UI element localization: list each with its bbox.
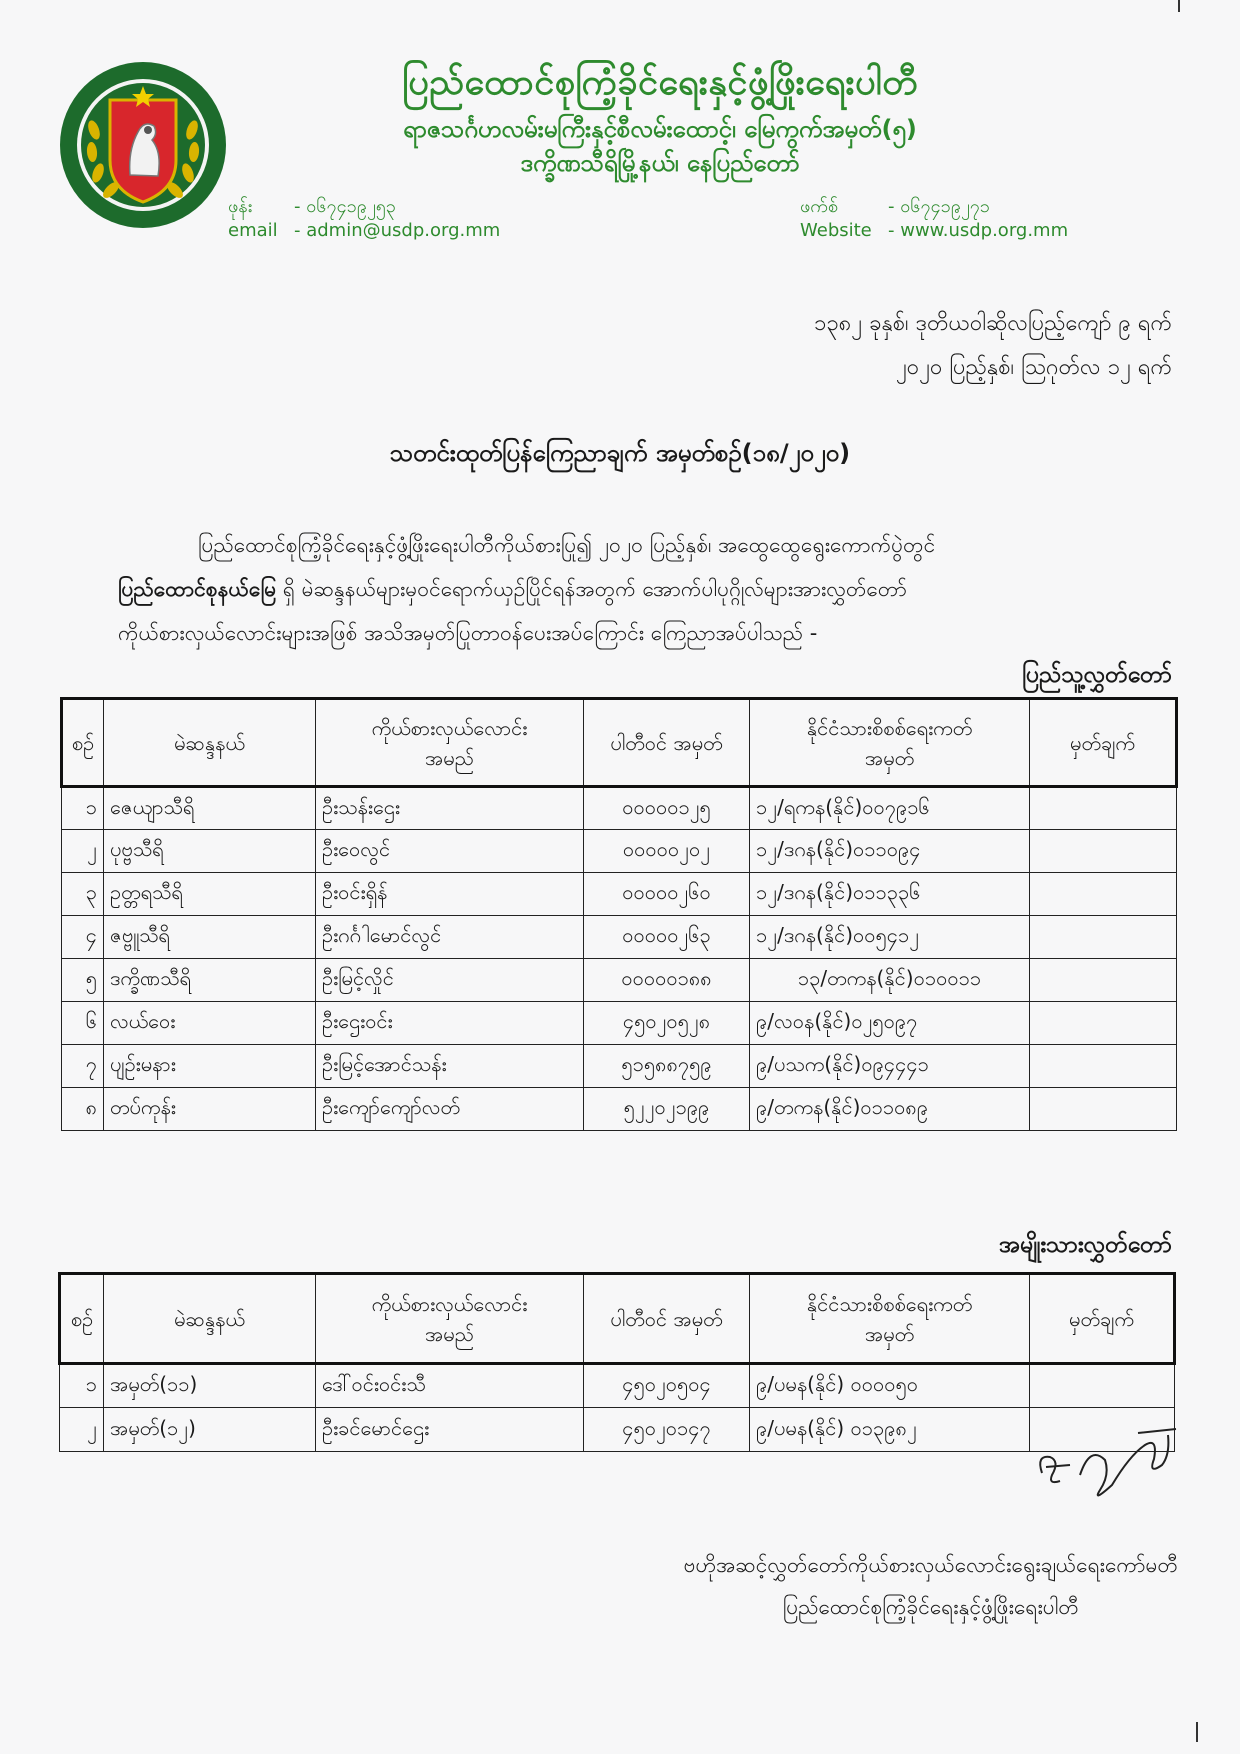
cell-no: ၁	[60, 1364, 104, 1408]
cell-party-id: ၀၀၀၀၀၁၂၅	[584, 787, 750, 830]
cell-nrc: ၉/တကန(နိုင်)၀၁၁၀၈၉	[750, 1088, 1030, 1131]
address-line-2: ဒက္ခိဏသီရိမြို့နယ်၊ နေပြည်တော်	[520, 149, 800, 177]
table-row	[62, 1088, 1177, 1131]
table-header-row	[62, 699, 1177, 787]
cell-nrc: ၁၂/ဒဂန(နိုင်)၀၀၅၄၁၂	[750, 916, 1030, 959]
cell-candidate-name: ဒေါ်ဝင်းဝင်းသီ	[316, 1364, 584, 1408]
cell-constituency: တပ်ကုန်း	[104, 1088, 316, 1131]
cell-constituency: အမှတ်(၁၁)	[104, 1364, 316, 1408]
col-header-no: စဉ်	[62, 699, 104, 787]
pyithu-hluttaw-label: ပြည်သူ့လွှတ်တော်	[1022, 662, 1172, 688]
cell-party-id: ၄၅၀၂၀၅၀၄	[584, 1364, 750, 1408]
cell-constituency: ပုဗ္ဗသီရိ	[104, 830, 316, 873]
cell-constituency: ဒက္ခိဏသီရိ	[104, 959, 316, 1002]
cell-nrc: ၁၂/ဒဂန(နိုင်)၀၁၁၀၉၄	[750, 830, 1030, 873]
col-header-candidate-l1: ကိုယ်စားလှယ်လောင်း	[371, 1291, 528, 1316]
cell-remarks	[1030, 873, 1177, 916]
table-row	[62, 1045, 1177, 1088]
cell-no: ၂	[62, 830, 104, 873]
cell-no: ၂	[60, 1408, 104, 1452]
table-row	[60, 1364, 1175, 1408]
cell-remarks	[1030, 916, 1177, 959]
party-address	[250, 112, 1070, 180]
address-line-1: ရာဇသင်္ဂဟလမ်းမကြီးနှင့်စီလမ်းထောင့်၊ မြေကွက်အမှတ်(၅)	[403, 115, 917, 143]
cell-no: ၄	[62, 916, 104, 959]
cell-constituency: အမှတ်(၁၂)	[104, 1408, 316, 1452]
pyithu-table-body	[62, 787, 1177, 1131]
cell-constituency: ဇေယျာသီရိ	[104, 787, 316, 830]
body-line-2-rest: ရှိ မဲဆန္ဒနယ်များမှဝင်ရောက်ယှဉ်ပြိုင်ရန်အတွက် အောက်ပါပုဂ္ဂိုလ်များအားလွှတ်တော်	[276, 577, 907, 601]
table-row	[62, 830, 1177, 873]
cell-constituency: ပျဉ်းမနား	[104, 1045, 316, 1088]
issuing-committee	[684, 1544, 1178, 1628]
cell-party-id: ၄၅၀၂၀၅၂၈	[584, 1002, 750, 1045]
party-logo-icon	[58, 60, 228, 230]
website-label: Website	[800, 220, 872, 241]
table-row	[62, 1002, 1177, 1045]
body-line-1: ပြည်ထောင်စုကြံ့ခိုင်ရေးနှင့်ဖွံ့ဖြိုးရေးပါတီကိုယ်စားပြု၍ ၂၀၂၀ ပြည့်နှစ်၊ အထွေထွေရွေးကောက်ပွဲတွင်	[198, 533, 936, 557]
cell-party-id: ၀၀၀၀၀၂၆၃	[584, 916, 750, 959]
cell-remarks	[1030, 1088, 1177, 1131]
col-header-candidate-l2: အမည်	[424, 1321, 475, 1346]
cell-remarks	[1030, 959, 1177, 1002]
body-line-2	[118, 567, 1178, 611]
cell-no: ၃	[62, 873, 104, 916]
fax-label: ဖက်စ်	[800, 196, 839, 217]
cell-remarks	[1030, 830, 1177, 873]
cell-party-id: ၀၀၀၀၀၂၆၀	[584, 873, 750, 916]
cell-candidate-name: ဦးမြင့်အောင်သန်း	[316, 1045, 584, 1088]
col-header-nrc-l1: နိုင်ငံသားစိစစ်ရေးကတ်	[806, 1291, 973, 1316]
cell-nrc: ၁၂/ရကန(နိုင်)၀၀၇၉၁၆	[750, 787, 1030, 830]
cell-nrc: ၉/လဝန(နိုင်)၀၂၅၀၉၇	[750, 1002, 1030, 1045]
cell-constituency: လယ်ဝေး	[104, 1002, 316, 1045]
cell-candidate-name: ဦးဂင်္ဂါမောင်လွင်	[316, 916, 584, 959]
cell-nrc: ၉/ပမန(နိုင်) ၀၀၀၀၅၀	[750, 1364, 1030, 1408]
cell-constituency: ဇဗ္ဗူသီရိ	[104, 916, 316, 959]
email-address[interactable]: - admin@usdp.org.mm	[294, 220, 501, 241]
cell-no: ၆	[62, 1002, 104, 1045]
col-header-constituency: မဲဆန္ဒနယ်	[104, 699, 316, 787]
cell-candidate-name: ဦးသန်းဌေး	[316, 787, 584, 830]
col-header-candidate-l1: ကိုယ်စားလှယ်လောင်း	[371, 715, 528, 740]
cell-remarks	[1030, 1045, 1177, 1088]
col-header-nrc-l2: အမှတ်	[864, 1321, 915, 1346]
party-name: ပြည်ထောင်စုကြံ့ခိုင်ရေးနှင့်ဖွံ့ဖြိုးရေးပါတီ	[402, 62, 918, 103]
cell-candidate-name: ဦးကျော်ကျော်လတ်	[316, 1088, 584, 1131]
col-header-party-id: ပါတီဝင် အမှတ်	[584, 699, 750, 787]
cell-no: ၁	[62, 787, 104, 830]
footer-line-1: ဗဟိုအဆင့်လွှတ်တော်ကိုယ်စားလှယ်လောင်းရွေးချယ်ရေးကော်မတီ	[683, 1553, 1178, 1577]
amyotha-hluttaw-label: အမျိုးသားလွှတ်တော်	[999, 1232, 1172, 1258]
cell-remarks	[1030, 787, 1177, 830]
pyithu-candidates-table	[60, 697, 1178, 1131]
signature-icon	[1030, 1415, 1190, 1510]
cell-candidate-name: ဦးဝင်းရှိန်	[316, 873, 584, 916]
cell-candidate-name: ဦးဝေလွင်	[316, 830, 584, 873]
footer-line-2: ပြည်ထောင်စုကြံ့ခိုင်ရေးနှင့်ဖွံ့ဖြိုးရေးပါတီ	[782, 1595, 1079, 1619]
document-title: သတင်းထုတ်ပြန်ကြေညာချက် အမှတ်စဉ်(၁၈/၂၀၂၀)	[389, 439, 851, 467]
cell-candidate-name: ဦးမြင့်လှိုင်	[316, 959, 584, 1002]
cell-party-id: ၄၅၀၂၀၁၄၇	[584, 1408, 750, 1452]
col-header-candidate-l2: အမည်	[424, 745, 475, 770]
gregorian-date: ၂၀၂၀ ပြည့်နှစ်၊ ဩဂုတ်လ ၁၂ ရက်	[896, 355, 1172, 380]
website-link[interactable]: - www.usdp.org.mm	[888, 220, 1069, 241]
cell-candidate-name: ဦးဌေးဝင်း	[316, 1002, 584, 1045]
cell-party-id: ၅၁၅၈၈၇၅၉	[584, 1045, 750, 1088]
fax-number: - ၀၆၇၄၁၉၂၇၁	[888, 196, 991, 217]
col-header-candidate	[316, 1274, 584, 1364]
cell-nrc: ၁၂/ဒဂန(နိုင်)၀၁၁၃၃၆	[750, 873, 1030, 916]
cell-candidate-name: ဦးခင်မောင်ဌေး	[316, 1408, 584, 1452]
table-row	[62, 873, 1177, 916]
cell-party-id: ၅၂၂၀၂၁၉၉	[584, 1088, 750, 1131]
myanmar-date: ၁၃၈၂ ခုနှစ်၊ ဒုတိယဝါဆိုလပြည့်ကျော် ၉ ရက်	[813, 311, 1172, 336]
table-row	[62, 959, 1177, 1002]
contact-right	[800, 194, 1068, 246]
cell-party-id: ၀၀၀၀၀၁၈၈	[584, 959, 750, 1002]
table-row	[60, 1408, 1175, 1452]
col-header-nrc-l1: နိုင်ငံသားစိစစ်ရေးကတ်	[806, 715, 973, 740]
body-paragraph	[118, 523, 1178, 655]
cell-nrc: ၁၃/တကန(နိုင်)၀၁၀၀၁၁	[750, 959, 1030, 1002]
cell-remarks	[1030, 1002, 1177, 1045]
table-row	[62, 916, 1177, 959]
cell-no: ၅	[62, 959, 104, 1002]
col-header-no: စဉ်	[60, 1274, 104, 1364]
amyotha-candidates-table	[58, 1272, 1176, 1452]
cell-party-id: ၀၀၀၀၀၂၀၂	[584, 830, 750, 873]
contact-left	[228, 194, 500, 246]
email-label: email	[228, 220, 278, 241]
table-header-row	[60, 1274, 1175, 1364]
cell-no: ၈	[62, 1088, 104, 1131]
scan-edge-mark	[1196, 1722, 1198, 1742]
body-line-3: ကိုယ်စားလှယ်လောင်းများအဖြစ် အသိအမှတ်ပြုတာဝန်ပေးအပ်ကြောင်း ကြေညာအပ်ပါသည် -	[118, 621, 818, 645]
col-header-remarks: မှတ်ချက်	[1030, 1274, 1175, 1364]
cell-constituency: ဥတ္တရသီရိ	[104, 873, 316, 916]
col-header-nrc	[750, 699, 1030, 787]
col-header-remarks: မှတ်ချက်	[1030, 699, 1177, 787]
table-row	[62, 787, 1177, 830]
scan-edge-mark	[1178, 0, 1180, 12]
col-header-party-id: ပါတီဝင် အမှတ်	[584, 1274, 750, 1364]
col-header-candidate	[316, 699, 584, 787]
cell-nrc: ၉/ပသက(နိုင်)၀၉၄၄၄၁	[750, 1045, 1030, 1088]
col-header-nrc-l2: အမှတ်	[864, 745, 915, 770]
col-header-constituency: မဲဆန္ဒနယ်	[104, 1274, 316, 1364]
phone-label: ဖုန်း	[228, 196, 253, 217]
phone-number: - ၀၆၇၄၁၉၂၅၃	[294, 196, 397, 217]
cell-no: ၇	[62, 1045, 104, 1088]
amyotha-table-body	[60, 1364, 1175, 1452]
col-header-nrc	[750, 1274, 1030, 1364]
cell-nrc: ၉/ပမန(နိုင်) ၀၁၃၉၈၂	[750, 1408, 1030, 1452]
cell-remarks	[1030, 1364, 1175, 1408]
region-name: ပြည်ထောင်စုနယ်မြေ	[118, 577, 277, 601]
